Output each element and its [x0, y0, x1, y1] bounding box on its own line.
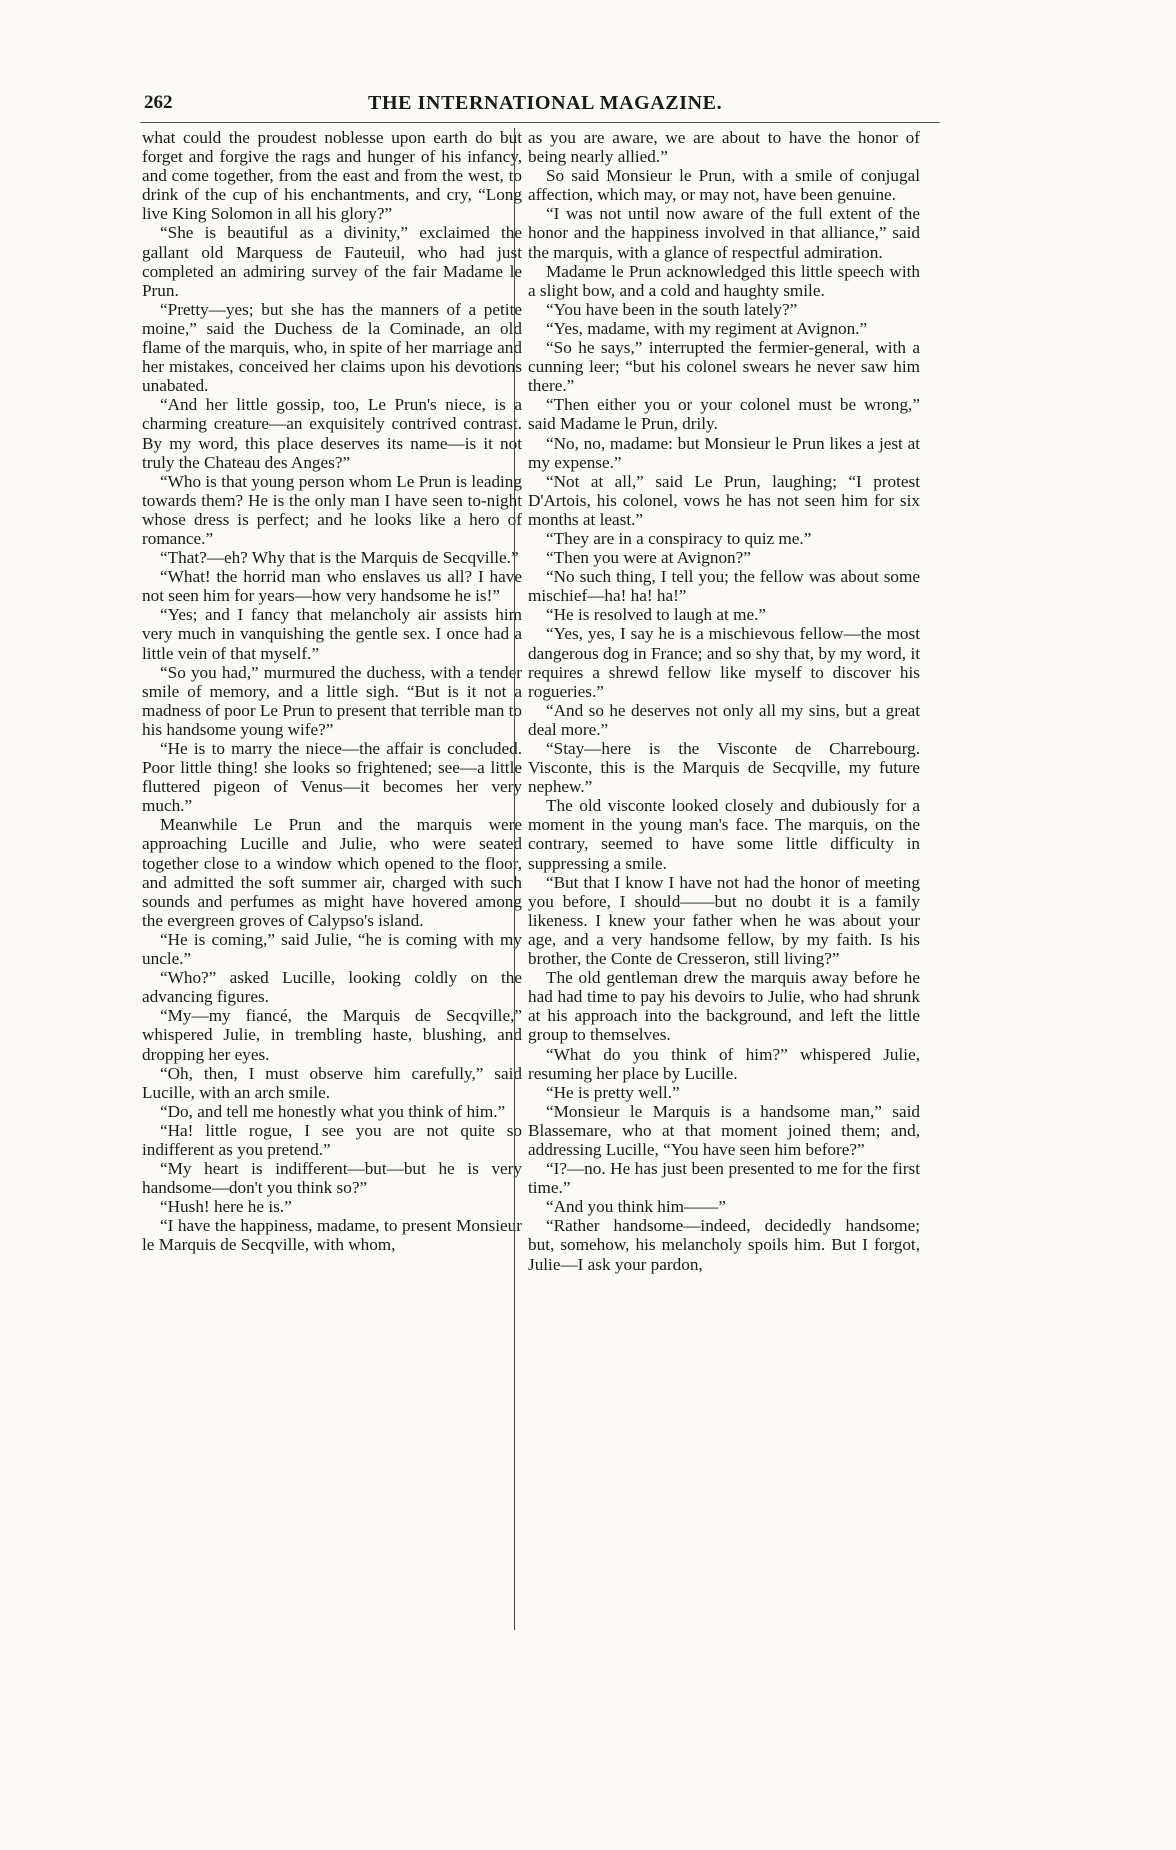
paragraph: Meanwhile Le Prun and the marquis were approaching Lucille and Julie, who were seated together close to a window which opened to the floor, and admitted the soft summer air, charged with such sounds and perfumes as might have hovered among the evergreen groves of Calypso's island. [142, 815, 522, 930]
paragraph: So said Monsieur le Prun, with a smile of conjugal affection, which may, or may not, have been genuine. [528, 166, 920, 205]
paragraph: “Yes; and I fancy that melancholy air assists him very much in vanquishing the gentle sex. I once had a little vein of that myself.” [142, 605, 522, 663]
paragraph: “My heart is indifferent—but—but he is very handsome—don't you think so?” [142, 1159, 522, 1198]
paragraph: “Who is that young person whom Le Prun is leading towards them? He is the only man I have seen to-night whose dress is perfect; and he looks like a hero of romance.” [142, 471, 522, 548]
paragraph: “Then either you or your colonel must be wrong,” said Madame le Prun, drily. [528, 395, 920, 434]
paragraph: “My—my fiancé, the Marquis de Secqville,” whispered Julie, in trembling haste, blushing, and dropping her eyes. [142, 1006, 522, 1064]
paragraph: “Pretty—yes; but she has the manners of a petite moine,” said the Duchess de la Cominade, an old flame of the marquis, who, in spite of her marriage and her mistakes, conceived her claims upon his devotions unabated. [142, 299, 522, 396]
paragraph: “Who?” asked Lucille, looking coldly on the advancing figures. [142, 968, 522, 1007]
paragraph: “No such thing, I tell you; the fellow was about some mischief—ha! ha! ha!” [528, 567, 920, 606]
paragraph: “Then you were at Avignon?” [546, 548, 751, 568]
paragraph: “He is to marry the niece—the affair is concluded. Poor little thing! she looks so frightened; see—a little fluttered pigeon of Venus—it becomes her very much.” [142, 739, 522, 816]
right-column [528, 128, 920, 1274]
paragraph: “That?—eh? Why that is the Marquis de Secqville.” [160, 548, 519, 568]
paragraph: “And you think him——” [546, 1197, 726, 1217]
paragraph: The old visconte looked closely and dubiously for a moment in the young man's face. The marquis, on the contrary, seemed to have some little difficulty in suppressing a smile. [528, 796, 920, 873]
paragraph: “He is coming,” said Julie, “he is coming with my uncle.” [142, 929, 522, 969]
paragraph: “Rather handsome—indeed, decidedly handsome; but, somehow, his melancholy spoils him. But I forgot, Julie—I ask your pardon, [528, 1216, 920, 1274]
page-number: 262 [144, 92, 173, 113]
paragraph: what could the proudest noblesse upon earth do but forget and forgive the rags and hunger of his infancy, and come together, from the east and from the west, to drink of the cup of his enchantments, and cry, “Long live King Solomon in all his glory?” [142, 128, 522, 224]
paragraph: “Do, and tell me honestly what you think of him.” [160, 1101, 506, 1121]
page-header [138, 92, 938, 122]
paragraph: “Not at all,” said Le Prun, laughing; “I protest D'Artois, his colonel, vows he has not seen him for six months at least.” [528, 471, 920, 529]
paragraph: “But that I know I have not had the honor of meeting you before, I should——but no doubt it is a family likeness. I knew your father when he was about your age, and a very handsome fellow, by my faith. Is his brother, the Conte de Cresseron, still living?” [528, 872, 920, 969]
paragraph: “You have been in the south lately?” [546, 299, 798, 319]
left-column [142, 128, 522, 1255]
paragraph: “Stay—here is the Visconte de Charrebourg. Visconte, this is the Marquis de Secqville, my future nephew.” [528, 739, 920, 797]
paragraph: “He is pretty well.” [546, 1082, 680, 1102]
paragraph: “No, no, madame: but Monsieur le Prun likes a jest at my expense.” [528, 433, 920, 472]
paragraph: “And so he deserves not only all my sins, but a great deal more.” [528, 700, 920, 739]
paragraph: “And her little gossip, too, Le Prun's niece, is a charming creature—an exquisitely contrived contrast. By my word, this place deserves its name—is it not truly the Chateau des Anges?” [142, 395, 522, 472]
paragraph: “Ha! little rogue, I see you are not quite so indifferent as you pretend.” [142, 1120, 522, 1159]
paragraph: “I was not until now aware of the full extent of the honor and the happiness involved in that alliance,” said the marquis, with a glance of respectful admiration. [528, 204, 920, 262]
paragraph: “I have the happiness, madame, to present Monsieur le Marquis de Secqville, with whom, [142, 1216, 522, 1255]
running-title: THE INTERNATIONAL MAGAZINE. [368, 92, 723, 114]
paragraph: “So you had,” murmured the duchess, with a tender smile of memory, and a little sigh. “But is it not a madness of poor Le Prun to present that terrible man to his handsome young wife?” [142, 662, 522, 739]
paragraph: “Oh, then, I must observe him carefully,” said Lucille, with an arch smile. [142, 1063, 522, 1102]
paragraph: as you are aware, we are about to have the honor of being nearly allied.” [528, 128, 920, 167]
paragraph: “He is resolved to laugh at me.” [546, 605, 767, 625]
header-rule [140, 122, 940, 123]
paragraph: “What do you think of him?” whispered Julie, resuming her place by Lucille. [528, 1044, 920, 1083]
paragraph: “She is beautiful as a divinity,” exclaimed the gallant old Marquess de Fauteuil, who had just completed an admiring survey of the fair Madame le Prun. [142, 223, 522, 300]
paragraph: The old gentleman drew the marquis away before he had had time to pay his devoirs to Julie, who had shrunk at his approach into the background, and left the little group to themselves. [528, 968, 920, 1045]
paragraph: Madame le Prun acknowledged this little speech with a slight bow, and a cold and haughty smile. [528, 261, 920, 300]
paragraph: “What! the horrid man who enslaves us all? I have not seen him for years—how very handsome he is!” [142, 567, 522, 606]
paragraph: “Yes, yes, I say he is a mischievous fellow—the most dangerous dog in France; and so shy that, by my word, it requires a shrewd fellow like myself to discover his rogueries.” [528, 624, 920, 701]
column-divider [514, 128, 515, 1630]
paragraph: “They are in a conspiracy to quiz me.” [546, 528, 812, 548]
paragraph: “Monsieur le Marquis is a handsome man,” said Blassemare, who at that moment joined them; and, addressing Lucille, “You have seen him before?” [528, 1101, 920, 1159]
paragraph: “I?—no. He has just been presented to me for the first time.” [528, 1159, 920, 1198]
paragraph: “So he says,” interrupted the fermier-general, with a cunning leer; “but his colonel swears he never saw him there.” [528, 338, 920, 396]
paragraph: “Hush! here he is.” [160, 1197, 292, 1217]
paragraph: “Yes, madame, with my regiment at Avignon.” [546, 318, 868, 338]
